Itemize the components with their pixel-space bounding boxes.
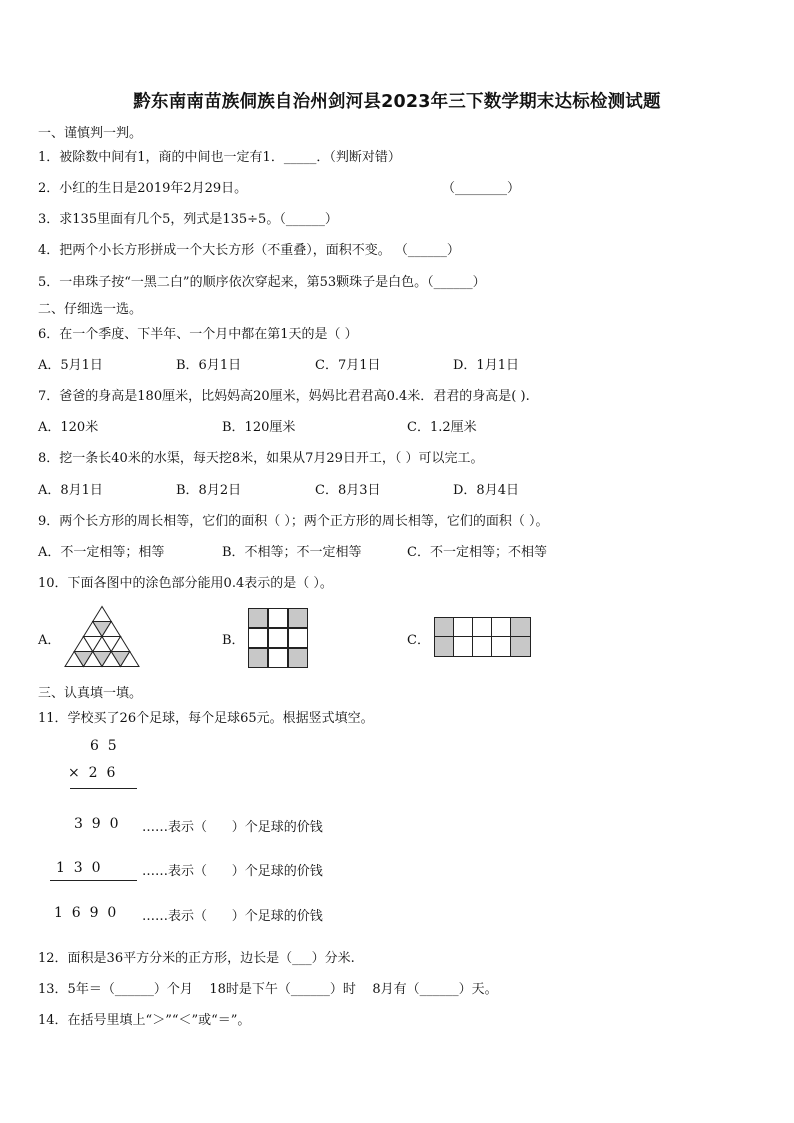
calc-note-2: ……表示（ ）个足球的价钱 — [142, 864, 323, 879]
q6-option-a: A．5月1日 — [38, 358, 103, 373]
calc-note-3: ……表示（ ）个足球的价钱 — [142, 909, 323, 924]
q9-option-c: C．不一定相等；不相等 — [407, 545, 547, 560]
question-13: 13．5年＝（______）个月 18时是下午（______）时 8月有（______）天。 — [38, 982, 498, 997]
q10-option-b-label: B． — [222, 633, 245, 648]
q10-option-a-label: A． — [38, 633, 61, 648]
q6-option-c: C．7月1日 — [315, 358, 381, 373]
calc-partial-2: 1 3 0 — [56, 860, 101, 876]
question-4: 4．把两个小长方形拼成一个大长方形（不重叠），面积不变。 （______） — [38, 243, 460, 258]
q8-option-b: B．8月2日 — [176, 483, 242, 498]
q8-option-d: D．8月4日 — [453, 483, 519, 498]
calc-line-2 — [50, 880, 137, 881]
q10-figure-c-grid — [434, 617, 532, 657]
question-10: 10．下面各图中的涂色部分能用0.4表示的是（ ）。 — [38, 576, 333, 591]
question-5: 5．一串珠子按“一黑二白”的顺序依次穿起来，第53颗珠子是白色。（______） — [38, 275, 486, 290]
question-8: 8．挖一条长40米的水渠，每天挖8米，如果从7月29日开工，（ ）可以完工。 — [38, 451, 484, 466]
calc-product: 1 6 9 0 — [54, 905, 117, 921]
question-3: 3．求135里面有几个5，列式是135÷5。（______） — [38, 212, 338, 227]
question-2-blank: （________） — [442, 181, 521, 196]
calc-multiplicand: 6 5 — [90, 738, 117, 754]
q8-option-a: A．8月1日 — [38, 483, 103, 498]
question-11: 11．学校买了26个足球，每个足球65元。根据竖式填空。 — [38, 711, 374, 726]
q7-option-a: A．120米 — [38, 420, 99, 435]
question-9: 9．两个长方形的周长相等，它们的面积（ ）；两个正方形的周长相等，它们的面积（ ）。 — [38, 514, 549, 529]
q7-option-c: C．1.2厘米 — [407, 420, 477, 435]
calc-note-1: ……表示（ ）个足球的价钱 — [142, 820, 323, 835]
section-2-heading: 二、仔细选一选。 — [38, 302, 143, 317]
calc-partial-1: 3 9 0 — [74, 816, 119, 832]
calc-line-1 — [70, 788, 137, 789]
q6-option-d: D．1月1日 — [453, 358, 519, 373]
question-1: 1．被除数中间有1，商的中间也一定有1．_____．（判断对错） — [38, 150, 401, 165]
section-1-heading: 一、谨慎判一判。 — [38, 126, 143, 141]
q10-figure-b-grid — [248, 608, 308, 668]
q10-option-c-label: C． — [407, 633, 430, 648]
calc-multiplier: × 2 6 — [68, 765, 116, 781]
question-14: 14．在括号里填上“＞”“＜”或“＝”。 — [38, 1013, 251, 1028]
q10-figure-a-triangle — [64, 606, 140, 668]
page-title: 黔东南南苗族侗族自治州剑河县2023年三下数学期末达标检测试题 — [133, 92, 661, 112]
q8-option-c: C．8月3日 — [315, 483, 381, 498]
q7-option-b: B．120厘米 — [222, 420, 296, 435]
question-7: 7．爸爸的身高是180厘米，比妈妈高20厘米，妈妈比君君高0.4米．君君的身高是( ). — [38, 389, 530, 404]
question-12: 12．面积是36平方分米的正方形，边长是（___）分米. — [38, 951, 355, 966]
q6-option-b: B．6月1日 — [176, 358, 242, 373]
section-3-heading: 三、认真填一填。 — [38, 686, 143, 701]
question-2: 2．小红的生日是2019年2月29日。 — [38, 181, 248, 196]
q9-option-a: A．不一定相等；相等 — [38, 545, 165, 560]
question-6: 6．在一个季度、下半年、一个月中都在第1天的是（ ） — [38, 327, 358, 342]
q9-option-b: B．不相等；不一定相等 — [222, 545, 362, 560]
